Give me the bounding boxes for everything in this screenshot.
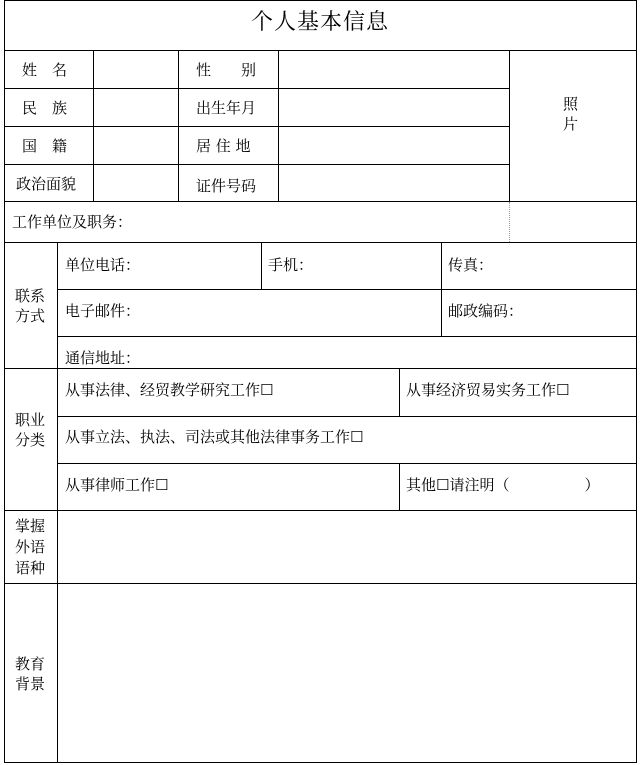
divider	[58, 289, 637, 290]
political-field[interactable]	[94, 165, 178, 201]
divider	[58, 416, 637, 417]
divider	[441, 242, 442, 336]
email-label: 电子邮件：	[65, 302, 141, 320]
form-title: 个人基本信息	[250, 10, 389, 35]
name-field[interactable]	[94, 51, 178, 88]
occupation-option-trade[interactable]: 从事经济贸易实务工作☐	[406, 381, 570, 399]
fax-label: 传真：	[448, 256, 494, 274]
occupation-label-2: 分类	[14, 431, 45, 449]
occupation-option-other[interactable]: 其他☐请注明（ ）	[406, 476, 600, 494]
education-field[interactable]	[58, 584, 636, 762]
contact-label-1: 联系	[14, 287, 45, 305]
mobile-label: 手机：	[268, 256, 314, 274]
language-label-2: 外语	[14, 538, 45, 556]
divider	[178, 50, 179, 202]
occupation-option-legal[interactable]: 从事立法、执法、司法或其他法律事务工作☐	[65, 428, 364, 446]
contact-label-2: 方式	[14, 307, 45, 325]
gender-label: 性 别	[196, 61, 257, 79]
employer-label: 工作单位及职务：	[12, 213, 133, 231]
divider	[399, 368, 400, 416]
border-left	[4, 0, 5, 763]
divider	[399, 463, 400, 510]
occupation-label-1: 职业	[14, 411, 45, 429]
ethnicity-label: 民 族	[22, 99, 68, 117]
nationality-label: 国 籍	[22, 137, 68, 155]
residence-label: 居 住 地	[196, 137, 251, 155]
divider	[58, 336, 637, 337]
ethnicity-field[interactable]	[94, 89, 178, 126]
work-phone-label: 单位电话：	[65, 256, 141, 274]
divider	[261, 242, 262, 289]
nationality-field[interactable]	[94, 127, 178, 164]
gender-field[interactable]	[279, 51, 509, 88]
postcode-label: 邮政编码：	[448, 302, 524, 320]
occupation-label	[5, 410, 55, 450]
address-label: 通信地址：	[65, 349, 141, 367]
language-label-1: 掌握	[14, 517, 45, 535]
residence-field[interactable]	[279, 127, 509, 164]
id-number-field[interactable]	[279, 165, 509, 201]
education-label-2: 背景	[14, 675, 45, 693]
birth-field[interactable]	[279, 89, 509, 126]
employer-field[interactable]	[140, 202, 636, 242]
photo-label-2: 片	[563, 115, 579, 133]
language-label-3: 语种	[14, 559, 45, 577]
divider	[58, 463, 637, 464]
contact-label	[5, 286, 55, 326]
language-field[interactable]	[58, 511, 636, 583]
occupation-option-research[interactable]: 从事法律、经贸教学研究工作☐	[65, 381, 274, 399]
occupation-option-lawyer[interactable]: 从事律师工作☐	[65, 476, 169, 494]
name-label: 姓 名	[22, 61, 68, 79]
border-bottom	[4, 762, 637, 763]
border-right	[636, 0, 637, 763]
id-number-label: 证件号码	[196, 177, 257, 195]
education-label	[5, 654, 55, 694]
language-label	[5, 516, 55, 579]
divider	[4, 368, 637, 369]
border-top	[4, 0, 637, 1]
political-label: 政治面貌	[16, 175, 77, 193]
divider	[4, 242, 637, 243]
birth-label: 出生年月	[196, 99, 257, 117]
photo-label-1: 照	[563, 95, 579, 113]
education-label-1: 教育	[14, 655, 45, 673]
